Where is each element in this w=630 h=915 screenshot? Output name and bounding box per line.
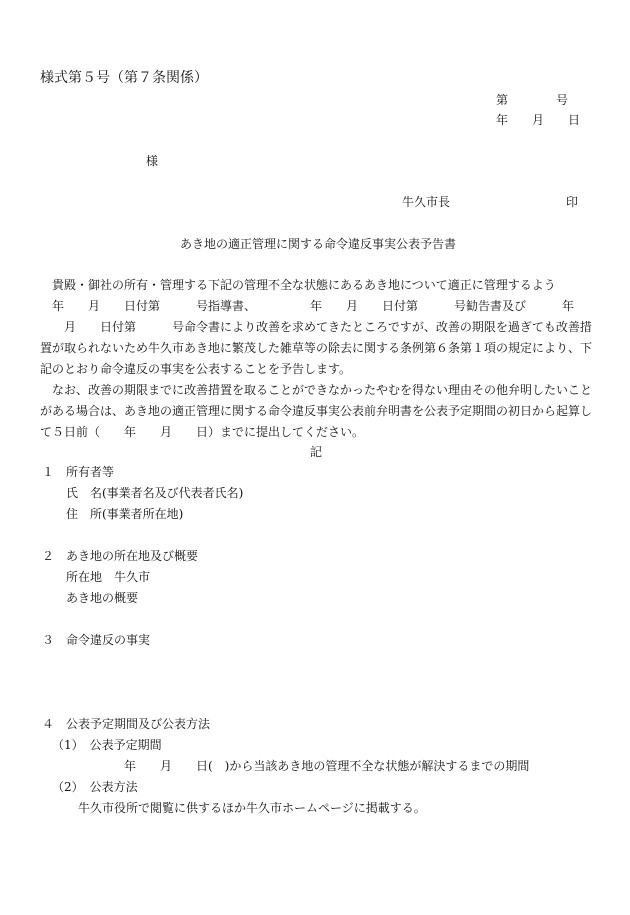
item-heading: ３ 命令違反の事実 (42, 633, 151, 647)
body-line: 年 月 日付第 号指導書、 年 月 日付第 号勧告書及び 年 (40, 299, 575, 313)
item-heading: ４ 公表予定期間及び公表方法 (42, 717, 211, 731)
document-number-line: 第 号 (496, 93, 569, 107)
sub-item-heading: （1） 公表予定期間 (52, 738, 162, 752)
body-line: 月 日付第 号命令書により改善を求めてきたところですが、改善の期限を過ぎても改善措 (40, 320, 592, 334)
addressee-suffix: 様 (146, 154, 159, 168)
owner-address-field: 住 所(事業者所在地) (66, 507, 184, 521)
form-label: 様式第５号（第７条関係） (40, 70, 208, 86)
location-field: 所在地 牛久市 (66, 570, 151, 584)
body-line: て５日前（ 年 月 日）までに提出してください。 (40, 425, 365, 439)
owner-name-field: 氏 名(事業者名及び代表者氏名) (66, 486, 244, 500)
document-title: あき地の適正管理に関する命令違反事実公表予告書 (180, 237, 457, 251)
body-line: 置が取られないため牛久市あき地に繁茂した雑草等の除去に関する条例第６条第１項の規定により、下 (40, 341, 593, 355)
body-line: がある場合は、あき地の適正管理に関する命令違反事実公表前弁明書を公表予定期間の初日から起算し (40, 404, 593, 418)
publication-period-text: 年 月 日( )から当該あき地の管理不全な状態が解決するまでの期間 (124, 759, 530, 773)
body-line: 貴殿・御社の所有・管理する下記の管理不全な状態にあるあき地について適正に管理するよう (40, 278, 556, 292)
item-heading: １ 所有者等 (42, 465, 115, 479)
document-date-line: 年 月 日 (496, 113, 581, 127)
overview-field: あき地の概要 (66, 591, 139, 605)
ki-marker: 記 (310, 445, 323, 459)
seal-mark: 印 (566, 195, 579, 209)
publication-method-text: 牛久市役所で閲覧に供するほか牛久市ホームページに掲載する。 (78, 801, 426, 815)
issuer-name: 牛久市長 (402, 195, 451, 209)
body-line: なお、改善の期限までに改善措置を取ることができなかったやむを得ない理由その他弁明したいこと (40, 383, 593, 397)
body-line: 記のとおり命令違反の事実を公表することを予告します。 (40, 362, 352, 376)
item-heading: ２ あき地の所在地及び概要 (42, 549, 199, 563)
sub-item-heading: （2） 公表方法 (52, 780, 138, 794)
